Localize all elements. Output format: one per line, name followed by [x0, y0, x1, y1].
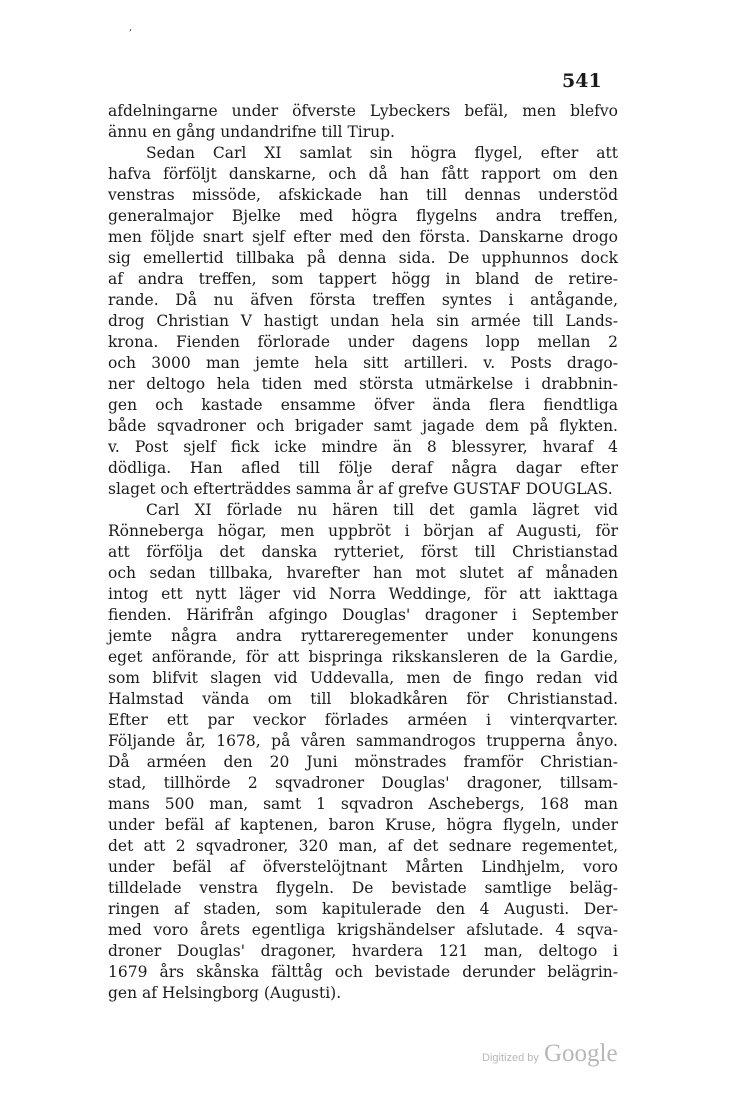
text-line: slaget och efterträddes samma år af grefve GUSTAF DOUGLAS. [108, 480, 613, 498]
text-line: eget anförande, för att bispringa rikskansleren de la Gardie, [108, 648, 618, 666]
text-line: ännu en gång undandrifne till Tirup. [108, 123, 395, 141]
text-line: som blifvit slagen vid Uddevalla, men de fingo redan vid [108, 669, 618, 687]
text-line: under befäl af öfverstelöjtnant Mårten Lindhjelm, voro [108, 858, 618, 876]
text-line: rande. Då nu äfven första treffen syntes i antågande, [108, 291, 618, 309]
page-number: 541 [562, 70, 602, 92]
text-line: mans 500 man, samt 1 sqvadron Aschebergs, 168 man [108, 795, 618, 813]
text-line: fienden. Härifrån afgingo Douglas' dragoner i September [108, 606, 618, 624]
watermark-prefix: Digitized by [482, 1052, 539, 1064]
text-line: drog Christian V hastigt undan hela sin arméе till Lands- [108, 312, 618, 330]
text-line: med voro årets egentliga krigshändelser afslutade. 4 sqva- [108, 921, 618, 939]
text-line: v. Post sjelf fick icke mindre än 8 blessyrer, hvaraf 4 [108, 438, 618, 456]
text-line: att förfölja det danska rytteriet, först till Christianstad [108, 543, 618, 561]
digitized-watermark [482, 1040, 618, 1068]
text-line: intog ett nytt läger vid Norra Weddinge, för att iakttaga [108, 585, 618, 603]
text-line: ringen af staden, som kapitulerade den 4 Augusti. Der- [108, 900, 618, 918]
text-line: Rönneberga högar, men uppbröt i början af Augusti, för [108, 522, 618, 540]
text-line: ner deltogo hela tiden med största utmärkelse i drabbnin- [108, 375, 618, 393]
text-line: Halmstad vända om till blokadkåren för Christianstad. [108, 690, 618, 708]
text-line: Sedan Carl XI samlat sin högra flygel, efter att [146, 144, 618, 162]
text-line: och sedan tillbaka, hvarefter han mot slutet af månaden [108, 564, 618, 582]
text-line: jemte några andra ryttareregementer under konungens [108, 627, 618, 645]
text-line: Följande år, 1678, på våren sammandrogos trupperna ånyo. [108, 732, 618, 750]
text-line: dödliga. Han afled till följe deraf några dagar efter [108, 459, 618, 477]
text-line: men följde snart sjelf efter med den första. Danskarne drogo [108, 228, 618, 246]
text-line: sig emellertid tillbaka på denna sida. De upphunnos dock [108, 249, 618, 267]
text-line: det att 2 sqvadroner, 320 man, af det sednare regementet, [108, 837, 618, 855]
text-line: Då arméen den 20 Juni mönstrades framför Christian- [108, 753, 618, 771]
text-line: tilldelade venstra flygeln. De bevistade samtlige beläg- [108, 879, 618, 897]
text-line: och 3000 man jemte hela sitt artilleri. v. Posts drago- [108, 354, 618, 372]
corner-mark: , [129, 22, 133, 33]
text-line: både sqvadroner och brigader samt jagade dem på flykten. [108, 417, 618, 435]
body-text [108, 101, 618, 1004]
text-line: venstras missöde, afskickade han till dennas understöd [108, 186, 618, 204]
text-line: Carl XI förlade nu hären till det gamla lägret vid [146, 501, 618, 519]
text-line: gen och kastade ensamme öfver ända flera fiendtliga [108, 396, 618, 414]
text-line: Efter ett par veckor förlades arméen i vinterqvarter. [108, 711, 618, 729]
text-line: afdelningarne under öfverste Lybeckers befäl, men blefvo [108, 102, 618, 120]
text-line: hafva förföljt danskarne, och då han fått rapport om den [108, 165, 618, 183]
text-line: under befäl af kaptenen, baron Kruse, högra flygeln, under [108, 816, 618, 834]
text-line: droner Douglas' dragoner, hvardera 121 man, deltogo i [108, 942, 618, 960]
text-line: stad, tillhörde 2 sqvadroner Douglas' dragoner, tillsam- [108, 774, 618, 792]
text-line: 1679 års skånska fälttåg och bevistade derunder belägrin- [108, 963, 618, 981]
text-line: generalmajor Bjelke med högra flygelns andra treffen, [108, 207, 618, 225]
text-line: af andra treffen, som tappert högg in bland de retire- [108, 270, 618, 288]
google-logo: Google [543, 1040, 618, 1067]
text-line: krona. Fienden förlorade under dagens lopp mellan 2 [108, 333, 618, 351]
text-line: gen af Helsingborg (Augusti). [108, 984, 342, 1002]
